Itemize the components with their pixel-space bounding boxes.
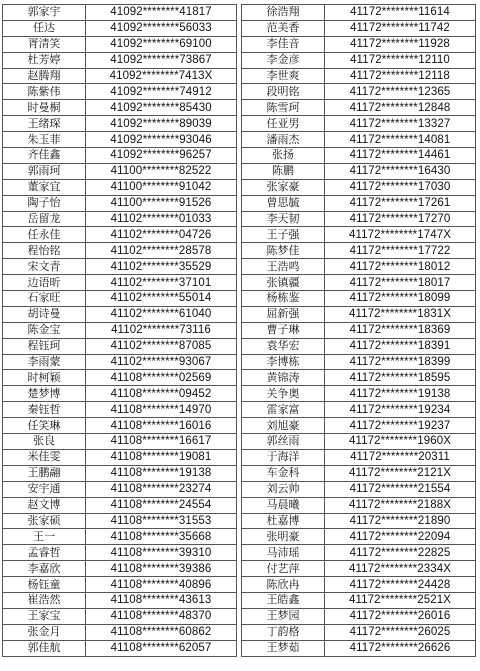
name-cell: 李金彦 — [242, 52, 325, 68]
id-number-cell: 41172********26016 — [325, 608, 476, 624]
table-row — [242, 370, 476, 386]
id-number-cell: 41172********2121X — [325, 465, 476, 481]
name-cell: 陈梦佳 — [242, 243, 325, 259]
id-number-cell: 41092********7413X — [86, 68, 237, 84]
table-row — [242, 354, 476, 370]
name-cell: 曾思毓 — [242, 195, 325, 211]
id-number-cell: 41172********17270 — [325, 211, 476, 227]
id-number-cell: 41092********93046 — [86, 132, 237, 148]
id-number-cell: 41172********18099 — [325, 291, 476, 307]
table-row — [3, 449, 237, 465]
id-number-cell: 41102********55014 — [86, 291, 237, 307]
name-cell: 赵腾翔 — [3, 68, 86, 84]
name-cell: 潘雨杰 — [242, 132, 325, 148]
table-row — [3, 418, 237, 434]
id-number-cell: 41108********16617 — [86, 434, 237, 450]
table-row — [242, 20, 476, 36]
name-cell: 张金月 — [3, 624, 86, 640]
table-row — [242, 513, 476, 529]
id-number-cell: 41108********60862 — [86, 624, 237, 640]
table-row — [242, 243, 476, 259]
name-cell: 杨钰童 — [3, 577, 86, 593]
name-cell: 岳留龙 — [3, 211, 86, 227]
id-number-cell: 41092********89039 — [86, 116, 237, 132]
name-cell: 王浩鸣 — [242, 259, 325, 275]
table-row — [3, 338, 237, 354]
table-row — [242, 449, 476, 465]
table-row — [3, 5, 237, 21]
name-cell: 时柯颖 — [3, 370, 86, 386]
table-row — [242, 322, 476, 338]
name-cell: 陈雪珂 — [242, 100, 325, 116]
id-number-cell: 41108********39386 — [86, 561, 237, 577]
table-row — [242, 163, 476, 179]
table-row — [242, 259, 476, 275]
id-number-cell: 41108********19138 — [86, 465, 237, 481]
table-row — [3, 577, 237, 593]
id-number-cell: 41108********43613 — [86, 592, 237, 608]
name-cell: 陶子怡 — [3, 195, 86, 211]
table-row — [242, 84, 476, 100]
table-row — [3, 163, 237, 179]
id-number-cell: 41100********91526 — [86, 195, 237, 211]
name-cell: 安宇通 — [3, 481, 86, 497]
id-number-cell: 41172********1960X — [325, 434, 476, 450]
id-number-cell: 41172********11742 — [325, 20, 476, 36]
table-row — [3, 481, 237, 497]
id-number-cell: 41172********12118 — [325, 68, 476, 84]
id-number-cell: 41172********2188X — [325, 497, 476, 513]
name-cell: 任达 — [3, 20, 86, 36]
id-number-cell: 41100********82522 — [86, 163, 237, 179]
table-row — [3, 561, 237, 577]
table-row — [242, 211, 476, 227]
table-row — [242, 561, 476, 577]
name-cell: 王鹏翮 — [3, 465, 86, 481]
table-row — [242, 640, 476, 656]
name-cell: 孟睿哲 — [3, 545, 86, 561]
table-row — [3, 195, 237, 211]
table-row — [3, 259, 237, 275]
name-cell: 王绪琛 — [3, 116, 86, 132]
name-cell: 刘云帅 — [242, 481, 325, 497]
name-cell: 车金科 — [242, 465, 325, 481]
id-number-cell: 41172********24428 — [325, 577, 476, 593]
id-number-cell: 41172********18391 — [325, 338, 476, 354]
table-row — [242, 100, 476, 116]
table-row — [242, 148, 476, 164]
id-number-cell: 41108********23274 — [86, 481, 237, 497]
table-row — [3, 386, 237, 402]
name-cell: 范美香 — [242, 20, 325, 36]
table-row — [3, 434, 237, 450]
table-row — [242, 577, 476, 593]
name-cell: 李嘉欣 — [3, 561, 86, 577]
table-row — [3, 100, 237, 116]
name-cell: 董家宜 — [3, 179, 86, 195]
table-row — [242, 434, 476, 450]
id-number-cell: 41102********61040 — [86, 306, 237, 322]
id-number-cell: 41092********56033 — [86, 20, 237, 36]
table-row — [3, 132, 237, 148]
id-number-cell: 41172********18595 — [325, 370, 476, 386]
name-cell: 李世爽 — [242, 68, 325, 84]
id-number-cell: 41108********39310 — [86, 545, 237, 561]
table-row — [242, 52, 476, 68]
table-row — [3, 608, 237, 624]
id-number-cell: 41172********2521X — [325, 592, 476, 608]
id-number-cell: 41172********18399 — [325, 354, 476, 370]
table-row — [242, 68, 476, 84]
name-cell: 任笑琳 — [3, 418, 86, 434]
id-number-cell: 41092********69100 — [86, 36, 237, 52]
name-cell: 王梦园 — [242, 608, 325, 624]
table-row — [3, 148, 237, 164]
name-cell: 郭雨珂 — [3, 163, 86, 179]
table-row — [3, 592, 237, 608]
id-number-cell: 41172********19234 — [325, 402, 476, 418]
table-row — [242, 624, 476, 640]
table-row — [242, 608, 476, 624]
name-cell: 张明豪 — [242, 529, 325, 545]
name-cell: 王皓鑫 — [242, 592, 325, 608]
roster-table-right — [241, 4, 476, 657]
table-row — [242, 291, 476, 307]
id-number-cell: 41102********73116 — [86, 322, 237, 338]
id-number-cell: 41108********19081 — [86, 449, 237, 465]
id-number-cell: 41172********1831X — [325, 306, 476, 322]
id-number-cell: 41172********21890 — [325, 513, 476, 529]
id-number-cell: 41172********16430 — [325, 163, 476, 179]
table-row — [3, 370, 237, 386]
table-row — [242, 386, 476, 402]
name-cell: 张扬 — [242, 148, 325, 164]
id-number-cell: 41092********74912 — [86, 84, 237, 100]
id-number-cell: 41108********09452 — [86, 386, 237, 402]
id-number-cell: 41108********16016 — [86, 418, 237, 434]
id-number-cell: 41172********13327 — [325, 116, 476, 132]
name-cell: 边语昕 — [3, 275, 86, 291]
name-cell: 任亚男 — [242, 116, 325, 132]
id-number-cell: 41172********12848 — [325, 100, 476, 116]
name-cell: 郭丝雨 — [242, 434, 325, 450]
id-number-cell: 41108********31553 — [86, 513, 237, 529]
id-number-cell: 41172********11614 — [325, 5, 476, 21]
id-number-cell: 41092********85430 — [86, 100, 237, 116]
name-cell: 李天韧 — [242, 211, 325, 227]
id-number-cell: 41172********19237 — [325, 418, 476, 434]
id-number-cell: 41108********24554 — [86, 497, 237, 513]
id-number-cell: 41108********48370 — [86, 608, 237, 624]
id-number-cell: 41172********17722 — [325, 243, 476, 259]
name-cell: 楚梦博 — [3, 386, 86, 402]
table-row — [242, 275, 476, 291]
name-cell: 李博栋 — [242, 354, 325, 370]
id-number-cell: 41092********96257 — [86, 148, 237, 164]
name-cell: 秦钰哲 — [3, 402, 86, 418]
name-cell: 郭家宇 — [3, 5, 86, 21]
name-cell: 米佳雯 — [3, 449, 86, 465]
table-row — [242, 529, 476, 545]
table-row — [3, 322, 237, 338]
name-cell: 杨栋鉴 — [242, 291, 325, 307]
table-row — [242, 116, 476, 132]
roster-sheet — [2, 4, 476, 657]
name-cell: 刘旭豪 — [242, 418, 325, 434]
table-row — [3, 513, 237, 529]
table-row — [242, 497, 476, 513]
table-row — [3, 624, 237, 640]
id-number-cell: 41102********35529 — [86, 259, 237, 275]
id-number-cell: 41102********04726 — [86, 227, 237, 243]
name-cell: 胥清笑 — [3, 36, 86, 52]
name-cell: 程怡铭 — [3, 243, 86, 259]
table-row — [3, 291, 237, 307]
id-number-cell: 41092********73867 — [86, 52, 237, 68]
roster-table-left — [2, 4, 237, 657]
id-number-cell: 41102********28578 — [86, 243, 237, 259]
id-number-cell: 41102********93067 — [86, 354, 237, 370]
table-row — [3, 275, 237, 291]
table-row — [242, 402, 476, 418]
name-cell: 马晨曦 — [242, 497, 325, 513]
id-number-cell: 41108********14970 — [86, 402, 237, 418]
table-row — [3, 465, 237, 481]
id-number-cell: 41172********21554 — [325, 481, 476, 497]
id-number-cell: 41100********91042 — [86, 179, 237, 195]
name-cell: 王家宝 — [3, 608, 86, 624]
name-cell: 黄锦涛 — [242, 370, 325, 386]
name-cell: 张家硕 — [3, 513, 86, 529]
id-number-cell: 41172********12110 — [325, 52, 476, 68]
name-cell: 段明铭 — [242, 84, 325, 100]
roster-table-left-body — [3, 5, 237, 657]
name-cell: 郭佳航 — [3, 640, 86, 656]
table-row — [242, 306, 476, 322]
id-number-cell: 41172********26626 — [325, 640, 476, 656]
table-row — [242, 592, 476, 608]
name-cell: 胡诗曼 — [3, 306, 86, 322]
id-number-cell: 41092********41817 — [86, 5, 237, 21]
name-cell: 雷家富 — [242, 402, 325, 418]
name-cell: 杜嘉博 — [242, 513, 325, 529]
id-number-cell: 41172********1747X — [325, 227, 476, 243]
id-number-cell: 41172********17261 — [325, 195, 476, 211]
id-number-cell: 41172********22825 — [325, 545, 476, 561]
name-cell: 宋文青 — [3, 259, 86, 275]
table-row — [242, 179, 476, 195]
id-number-cell: 41172********14461 — [325, 148, 476, 164]
name-cell: 陈鹏 — [242, 163, 325, 179]
table-row — [242, 227, 476, 243]
table-row — [3, 306, 237, 322]
name-cell: 崔浩然 — [3, 592, 86, 608]
name-cell: 朱玉菲 — [3, 132, 86, 148]
roster-table-right-body — [242, 5, 476, 657]
name-cell: 徐浩翔 — [242, 5, 325, 21]
name-cell: 王一 — [3, 529, 86, 545]
table-row — [3, 179, 237, 195]
table-row — [3, 354, 237, 370]
table-row — [3, 640, 237, 656]
name-cell: 陈金宝 — [3, 322, 86, 338]
table-row — [3, 68, 237, 84]
table-row — [242, 132, 476, 148]
table-row — [242, 418, 476, 434]
table-row — [242, 5, 476, 21]
name-cell: 齐佳鑫 — [3, 148, 86, 164]
name-cell: 曹子琳 — [242, 322, 325, 338]
name-cell: 石家旺 — [3, 291, 86, 307]
id-number-cell: 41172********18012 — [325, 259, 476, 275]
table-row — [242, 338, 476, 354]
name-cell: 王子强 — [242, 227, 325, 243]
table-row — [3, 20, 237, 36]
table-row — [242, 545, 476, 561]
id-number-cell: 41172********19138 — [325, 386, 476, 402]
id-number-cell: 41108********62057 — [86, 640, 237, 656]
table-row — [242, 36, 476, 52]
name-cell: 李雨蒙 — [3, 354, 86, 370]
name-cell: 付艺萍 — [242, 561, 325, 577]
id-number-cell: 41172********18017 — [325, 275, 476, 291]
id-number-cell: 41172********20311 — [325, 449, 476, 465]
table-row — [242, 481, 476, 497]
id-number-cell: 41172********22094 — [325, 529, 476, 545]
name-cell: 赵文博 — [3, 497, 86, 513]
name-cell: 任永佳 — [3, 227, 86, 243]
name-cell: 张良 — [3, 434, 86, 450]
name-cell: 关争奥 — [242, 386, 325, 402]
table-row — [3, 545, 237, 561]
table-row — [3, 227, 237, 243]
table-row — [3, 497, 237, 513]
table-row — [242, 195, 476, 211]
name-cell: 王梦茹 — [242, 640, 325, 656]
name-cell: 杜芳婷 — [3, 52, 86, 68]
id-number-cell: 41172********14081 — [325, 132, 476, 148]
name-cell: 张家豪 — [242, 179, 325, 195]
name-cell: 陈紫伟 — [3, 84, 86, 100]
name-cell: 陈欣冉 — [242, 577, 325, 593]
id-number-cell: 41108********02569 — [86, 370, 237, 386]
id-number-cell: 41108********35668 — [86, 529, 237, 545]
table-row — [3, 52, 237, 68]
id-number-cell: 41102********87085 — [86, 338, 237, 354]
table-row — [3, 84, 237, 100]
name-cell: 袁华宏 — [242, 338, 325, 354]
table-row — [3, 116, 237, 132]
table-row — [3, 402, 237, 418]
id-number-cell: 41102********37101 — [86, 275, 237, 291]
id-number-cell: 41172********18369 — [325, 322, 476, 338]
name-cell: 丁韵格 — [242, 624, 325, 640]
name-cell: 时曼桐 — [3, 100, 86, 116]
id-number-cell: 41108********40896 — [86, 577, 237, 593]
id-number-cell: 41172********17030 — [325, 179, 476, 195]
table-row — [3, 36, 237, 52]
table-row — [242, 465, 476, 481]
id-number-cell: 41172********11928 — [325, 36, 476, 52]
name-cell: 屈新强 — [242, 306, 325, 322]
name-cell: 于海洋 — [242, 449, 325, 465]
table-row — [3, 243, 237, 259]
id-number-cell: 41172********2334X — [325, 561, 476, 577]
name-cell: 马沛瑶 — [242, 545, 325, 561]
id-number-cell: 41172********12365 — [325, 84, 476, 100]
table-row — [3, 211, 237, 227]
name-cell: 李佳音 — [242, 36, 325, 52]
name-cell: 程钰珂 — [3, 338, 86, 354]
name-cell: 张镇疆 — [242, 275, 325, 291]
table-row — [3, 529, 237, 545]
id-number-cell: 41172********26025 — [325, 624, 476, 640]
id-number-cell: 41102********01033 — [86, 211, 237, 227]
